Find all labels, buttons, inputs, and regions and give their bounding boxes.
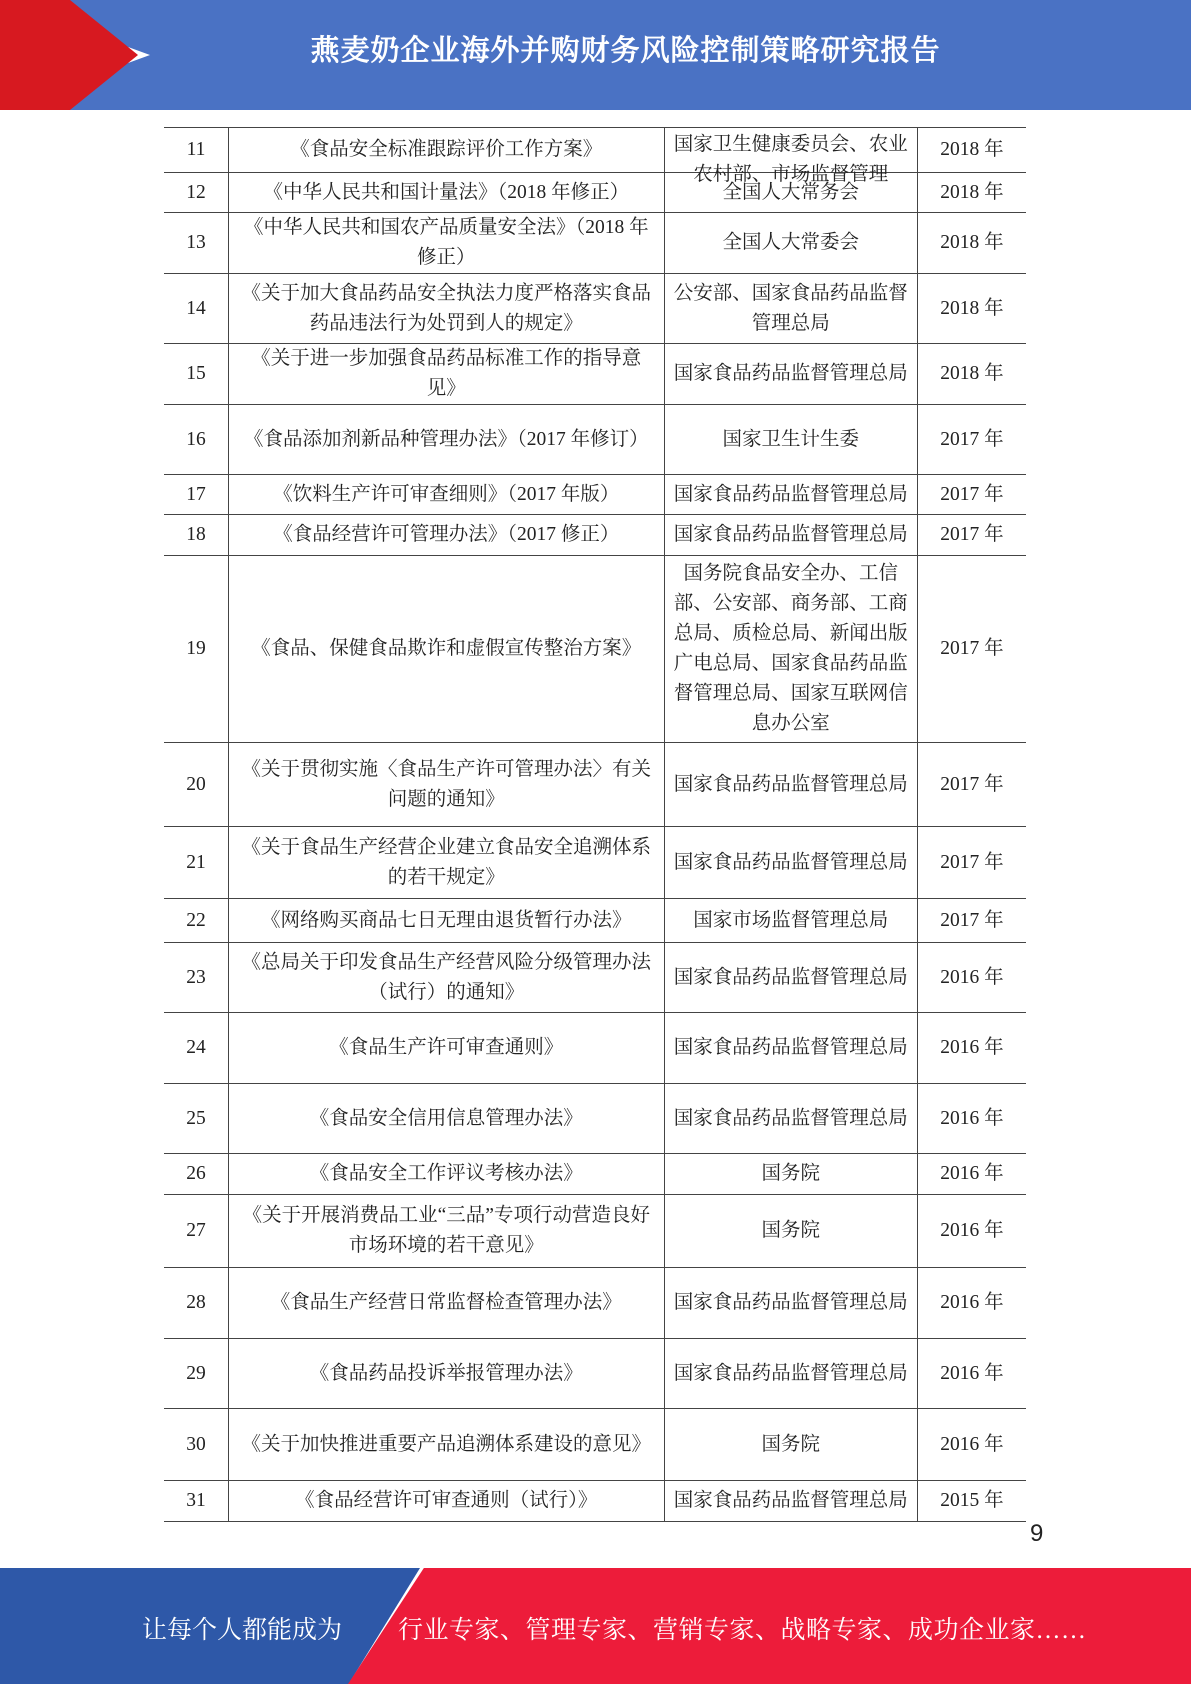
row-number: 23	[164, 943, 229, 1013]
table-row	[164, 344, 1026, 405]
regulation-name-text: 《饮料生产许可审查细则》（2017 年版）	[273, 483, 620, 505]
issuing-authority: 国家食品药品监督管理总局	[664, 344, 917, 405]
issue-year: 2017 年	[917, 743, 1026, 827]
row-number: 24	[164, 1013, 229, 1084]
issue-year: 2015 年	[917, 1481, 1026, 1522]
regulation-name-text: 《食品安全标准跟踪评价工作方案》	[290, 139, 603, 160]
issue-year: 2017 年	[917, 475, 1026, 515]
issue-year: 2017 年	[917, 899, 1026, 943]
issue-year: 2016 年	[917, 1339, 1026, 1409]
table-row	[164, 173, 1026, 213]
regulation-name	[229, 475, 665, 515]
table-row	[164, 515, 1026, 556]
issuing-authority-text: 国家食品药品监督管理总局	[673, 483, 908, 505]
issuing-authority: 国家食品药品监督管理总局	[664, 1268, 917, 1339]
row-number: 31	[164, 1481, 229, 1522]
table-row	[164, 475, 1026, 515]
issuing-authority: 国家食品药品监督管理总局	[664, 827, 917, 899]
issuing-authority: 国家食品药品监督管理总局	[664, 943, 917, 1013]
regulation-name: 《食品药品投诉举报管理办法》	[229, 1339, 665, 1409]
issue-year: 2018 年	[917, 344, 1026, 405]
row-number: 14	[164, 274, 229, 344]
row-number: 15	[164, 344, 229, 405]
page-footer	[0, 1568, 1191, 1684]
issue-year: 2018 年	[917, 274, 1026, 344]
issuing-authority: 国家食品药品监督管理总局	[664, 743, 917, 827]
regulations-table-body	[164, 128, 1026, 1522]
issue-year: 2016 年	[917, 1268, 1026, 1339]
issue-year: 2016 年	[917, 1013, 1026, 1084]
regulation-name: 《关于加大食品药品安全执法力度严格落实食品药品违法行为处罚到人的规定》	[229, 274, 665, 344]
issuing-authority: 国务院	[664, 1195, 917, 1268]
regulation-name	[229, 515, 665, 556]
regulation-name: 《总局关于印发食品生产经营风险分级管理办法（试行）的通知》	[229, 943, 665, 1013]
row-number: 29	[164, 1339, 229, 1409]
issue-year: 2017 年	[917, 405, 1026, 475]
regulation-name: 《食品、保健食品欺诈和虚假宣传整治方案》	[229, 556, 665, 743]
row-number: 18	[164, 515, 229, 556]
issuing-authority: 国家市场监督管理总局	[664, 899, 917, 943]
row-number: 30	[164, 1409, 229, 1481]
header-red-block	[0, 0, 70, 110]
issuing-authority	[664, 128, 917, 185]
table-row	[164, 128, 1026, 173]
issue-year: 2017 年	[917, 827, 1026, 899]
regulation-name: 《食品生产经营日常监督检查管理办法》	[229, 1268, 665, 1339]
regulation-name: 《关于贯彻实施〈食品生产许可管理办法〉有关问题的通知》	[229, 743, 665, 827]
issuing-authority: 国务院	[664, 1154, 917, 1195]
regulation-name: 《食品生产许可审查通则》	[229, 1013, 665, 1084]
regulation-name: 《关于开展消费品工业“三品”专项行动营造良好市场环境的若干意见》	[229, 1195, 665, 1268]
row-number: 13	[164, 213, 229, 274]
regulation-name	[229, 1481, 665, 1522]
row-number: 19	[164, 556, 229, 743]
page-header	[0, 0, 1191, 110]
issue-year: 2016 年	[917, 1195, 1026, 1268]
row-number: 26	[164, 1154, 229, 1195]
issuing-authority: 国务院	[664, 1409, 917, 1481]
report-title: 燕麦奶企业海外并购财务风险控制策略研究报告	[310, 33, 941, 67]
row-number: 25	[164, 1084, 229, 1154]
table-row	[164, 1154, 1026, 1195]
issue-year: 2016 年	[917, 1084, 1026, 1154]
issuing-authority: 国务院食品安全办、工信部、公安部、商务部、工商总局、质检总局、新闻出版广电总局、国家食品药品监督管理总局、国家互联网信息办公室	[664, 556, 917, 743]
regulation-name: 《网络购买商品七日无理由退货暂行办法》	[229, 899, 665, 943]
regulation-name: 《中华人民共和国农产品质量安全法》（2018 年修正）	[229, 213, 665, 274]
row-number: 22	[164, 899, 229, 943]
issuing-authority: 公安部、国家食品药品监督管理总局	[664, 274, 917, 344]
regulation-name-text: 《食品经营许可审查通则（试行）》	[295, 1490, 598, 1511]
table-row	[164, 274, 1026, 344]
table-row	[164, 827, 1026, 899]
regulation-name: 《关于进一步加强食品药品标准工作的指导意见》	[229, 344, 665, 405]
issue-year: 2017 年	[917, 556, 1026, 743]
issuing-authority-text: 国家食品药品监督管理总局	[673, 1490, 908, 1511]
row-number: 16	[164, 405, 229, 475]
issuing-authority-text: 国家食品药品监督管理总局	[673, 524, 908, 545]
table-row	[164, 1013, 1026, 1084]
issuing-authority	[664, 1481, 917, 1522]
issuing-authority: 国家卫生计生委	[664, 405, 917, 475]
regulation-name: 《中华人民共和国计量法》（2018 年修正）	[229, 173, 665, 213]
row-number: 20	[164, 743, 229, 827]
table-row	[164, 899, 1026, 943]
regulation-name: 《关于加快推进重要产品追溯体系建设的意见》	[229, 1409, 665, 1481]
regulation-name	[229, 128, 665, 173]
table-row	[164, 1339, 1026, 1409]
row-number: 11	[164, 128, 229, 173]
table-row	[164, 1481, 1026, 1522]
issue-year: 2016 年	[917, 1409, 1026, 1481]
header-red-arrow-icon	[70, 0, 138, 110]
issue-year: 2017 年	[917, 515, 1026, 556]
table-row	[164, 1409, 1026, 1481]
page-number: 9	[1030, 1520, 1044, 1547]
footer-slogan-left: 让每个人都能成为	[142, 1617, 343, 1644]
row-number: 28	[164, 1268, 229, 1339]
issue-year: 2016 年	[917, 943, 1026, 1013]
row-number: 12	[164, 173, 229, 213]
issuing-authority: 国家食品药品监督管理总局	[664, 1339, 917, 1409]
regulations-table-container	[164, 127, 1026, 1522]
issue-year: 2018 年	[917, 213, 1026, 274]
table-row	[164, 743, 1026, 827]
issuing-authority: 全国人大常委会	[664, 213, 917, 274]
regulation-name-text: 《食品经营许可管理办法》（2017 修正）	[273, 524, 620, 545]
issuing-authority: 全国人大常务会	[664, 173, 917, 213]
regulation-name: 《食品安全工作评议考核办法》	[229, 1154, 665, 1195]
row-number: 17	[164, 475, 229, 515]
table-row	[164, 556, 1026, 743]
footer-slogan-right: 行业专家、管理专家、营销专家、战略专家、成功企业家……	[398, 1617, 1087, 1644]
table-row	[164, 1195, 1026, 1268]
issue-year: 2018 年	[917, 128, 1026, 173]
issue-year: 2016 年	[917, 1154, 1026, 1195]
issue-year: 2018 年	[917, 173, 1026, 213]
regulation-name: 《食品添加剂新品种管理办法》（2017 年修订）	[229, 405, 665, 475]
regulation-name: 《关于食品生产经营企业建立食品安全追溯体系的若干规定》	[229, 827, 665, 899]
issuing-authority	[664, 475, 917, 515]
row-number: 27	[164, 1195, 229, 1268]
regulations-table	[164, 127, 1026, 1522]
issuing-authority-text: 国家卫生健康委员会、农业农村部、市场监督管理	[673, 133, 908, 185]
issuing-authority: 国家食品药品监督管理总局	[664, 1013, 917, 1084]
table-row	[164, 1084, 1026, 1154]
table-row	[164, 943, 1026, 1013]
table-row	[164, 1268, 1026, 1339]
table-row	[164, 213, 1026, 274]
table-row	[164, 405, 1026, 475]
issuing-authority	[664, 515, 917, 556]
row-number: 21	[164, 827, 229, 899]
regulation-name: 《食品安全信用信息管理办法》	[229, 1084, 665, 1154]
issuing-authority: 国家食品药品监督管理总局	[664, 1084, 917, 1154]
